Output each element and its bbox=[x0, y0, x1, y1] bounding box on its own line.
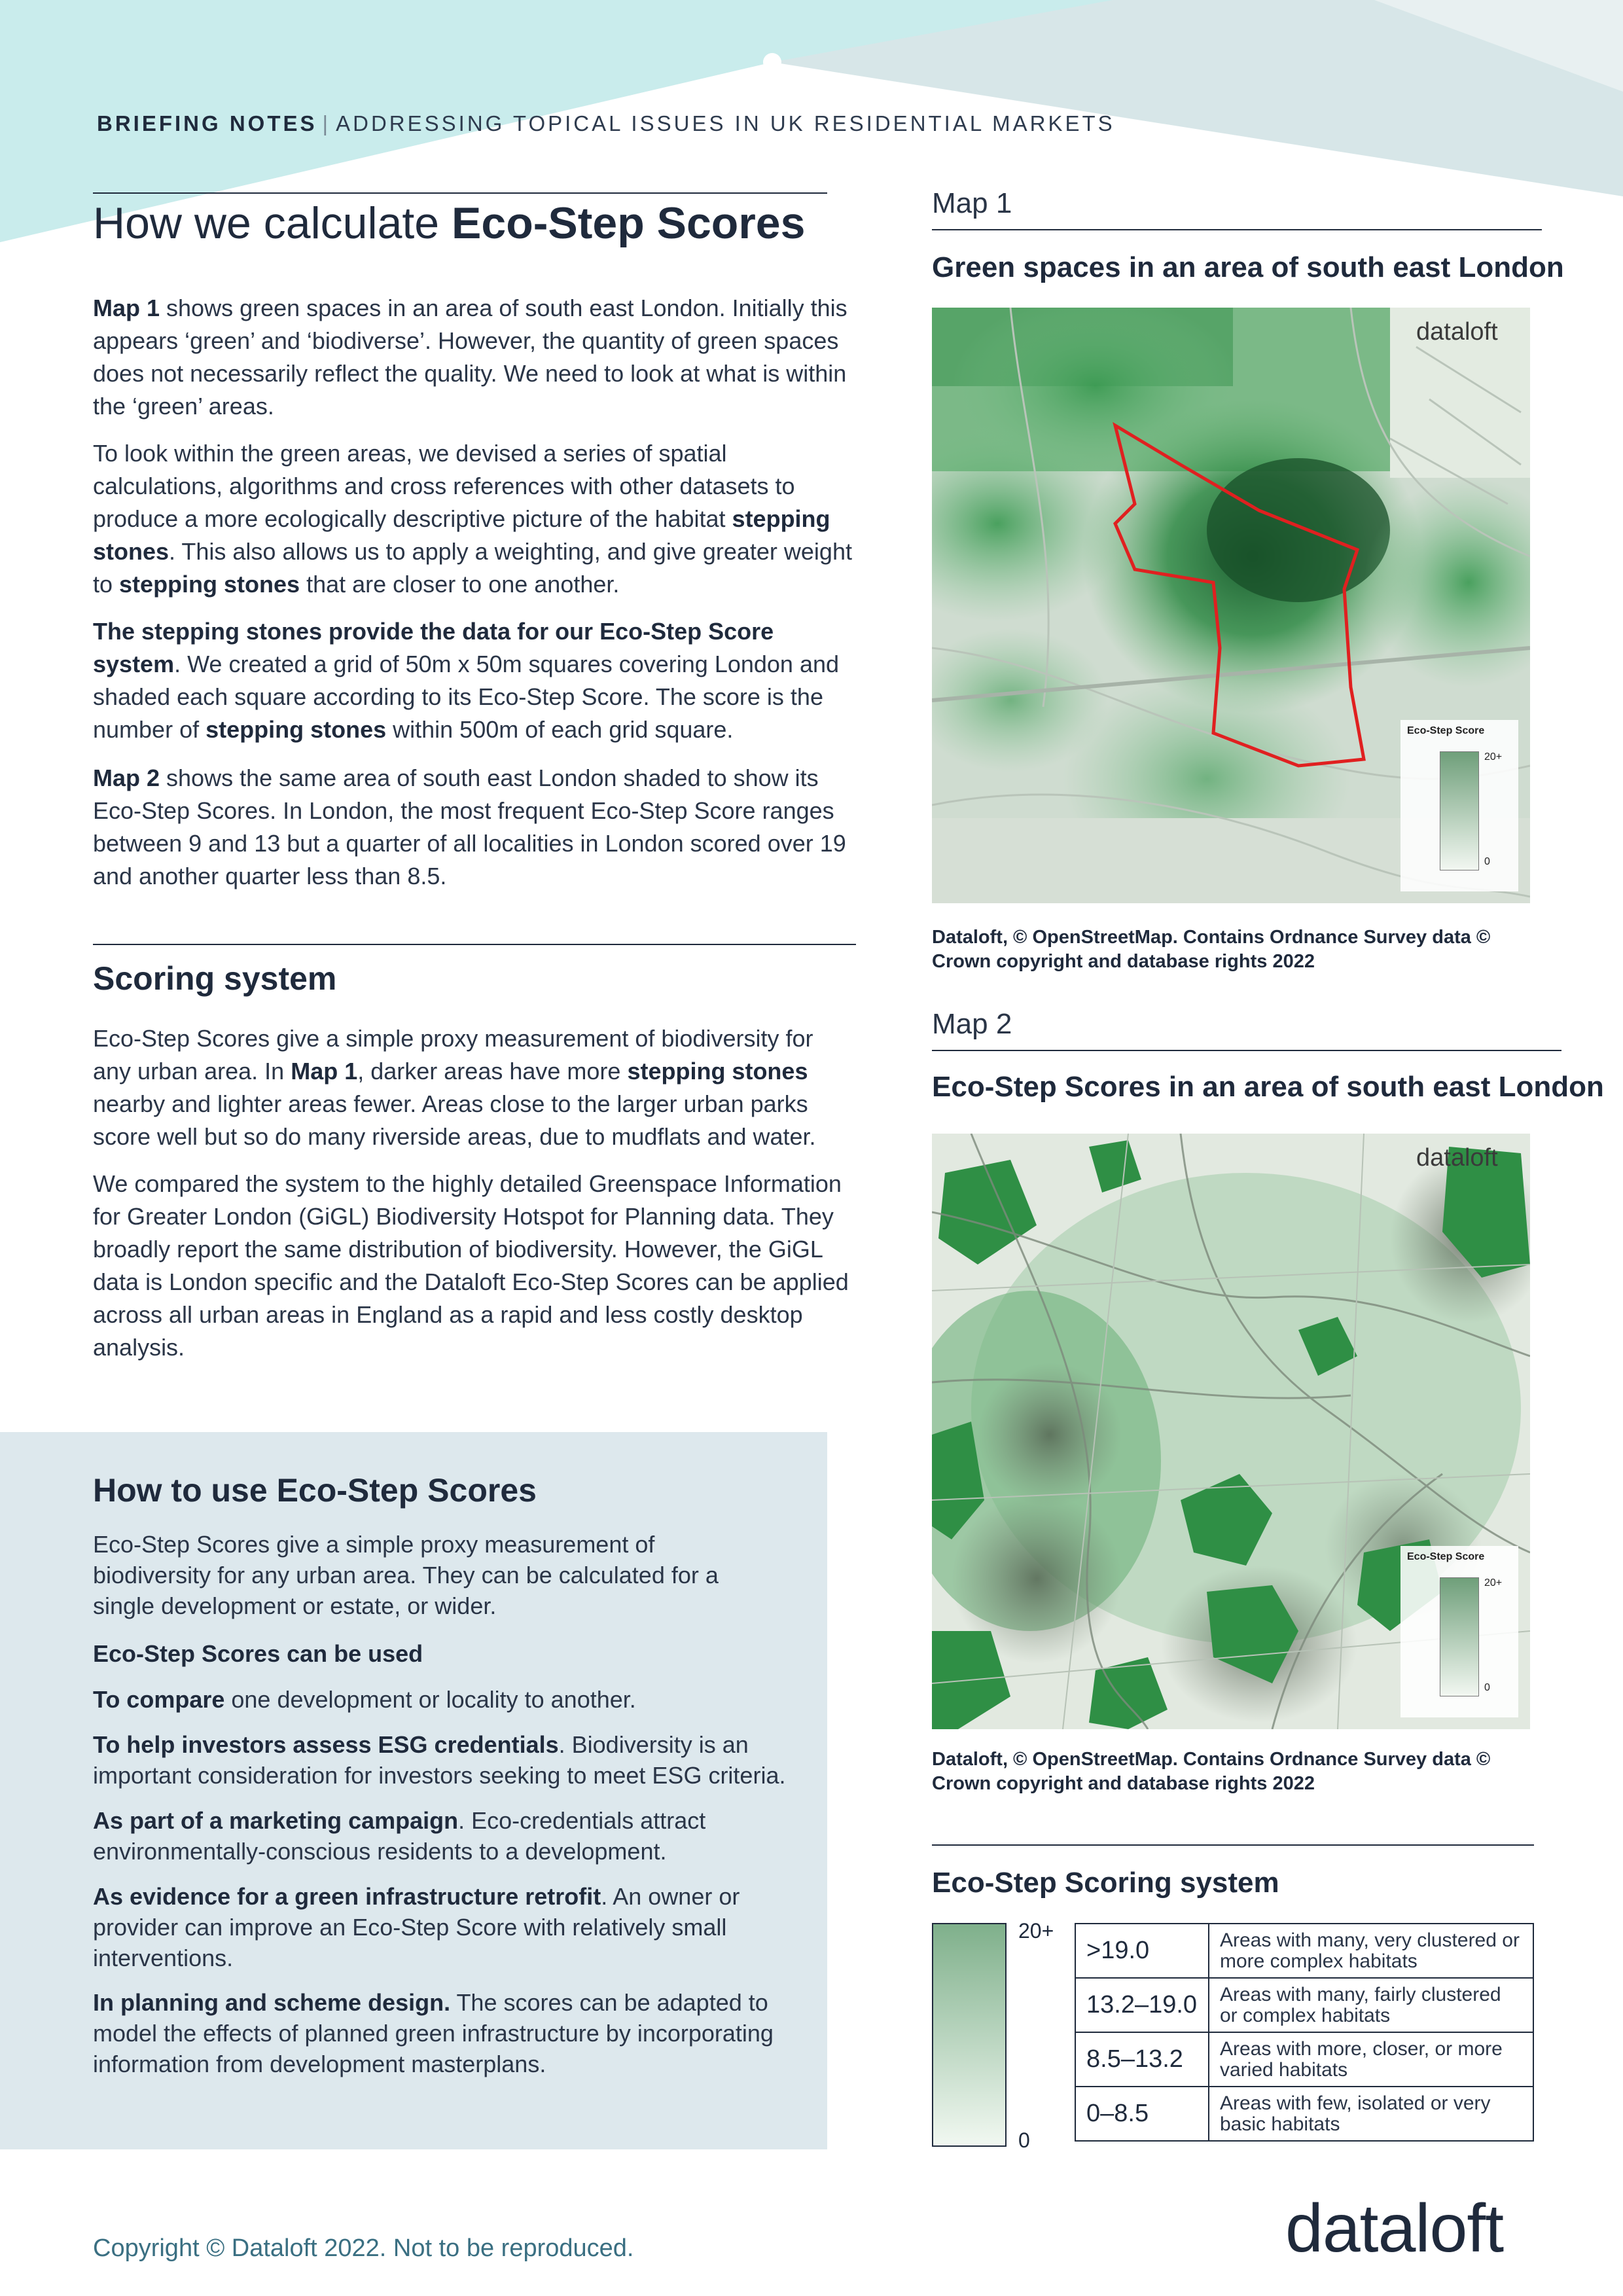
how-to-use-4: As evidence for a green infrastructure retrofit. An owner or provider can improve an Eco-Step Score with relatively small interventions. bbox=[93, 1883, 740, 1971]
table-row bbox=[1075, 2032, 1533, 2087]
how-to-use-2: To help investors assess ESG credentials. Biodiversity is an important consideration for investors seeking to meet ESG criteria. bbox=[93, 1731, 786, 1789]
table-row bbox=[1075, 1924, 1533, 1978]
map1-legend-bar bbox=[1440, 751, 1479, 870]
scoring-rule bbox=[93, 944, 856, 945]
briefing-kicker bbox=[97, 111, 1115, 136]
scoring-scale-low: 0 bbox=[1018, 2128, 1030, 2152]
score-range: 8.5–13.2 bbox=[1075, 2032, 1209, 2087]
scoring-paragraph-1: Eco-Step Scores give a simple proxy measurement of biodiversity for any urban area. In Map 1, darker areas have more stepping stones nearby and lighter areas fewer. Areas close to the larger urban parks score well but so do many riverside areas, due to mudflats and water. bbox=[93, 1025, 816, 1150]
map2-watermark: dataloft bbox=[1416, 1144, 1498, 1172]
score-description: Areas with many, fairly clustered or complex habitats bbox=[1209, 1978, 1533, 2032]
scoring-table bbox=[1075, 1923, 1534, 2142]
dataloft-logo: dataloft bbox=[1285, 2191, 1504, 2267]
scoring-table-rule bbox=[932, 1844, 1534, 1846]
scoring-title: Scoring system bbox=[93, 960, 337, 997]
intro-paragraph-2: To look within the green areas, we devised a series of spatial calculations, algorithms and cross references with other datasets to produce a more ecologically descriptive picture of the habitat stepping stones. This also allows us to apply a weighting, and give greater weight to stepping stones that are closer to one another. bbox=[93, 440, 852, 598]
map2-legend-title: Eco-Step Score bbox=[1407, 1551, 1485, 1562]
page-title: How we calculate Eco-Step Scores bbox=[93, 198, 806, 248]
score-range: 0–8.5 bbox=[1075, 2087, 1209, 2141]
score-description: Areas with more, closer, or more varied habitats bbox=[1209, 2032, 1533, 2087]
scoring-table-title: Eco-Step Scoring system bbox=[932, 1867, 1279, 1899]
map1-title: Green spaces in an area of south east London bbox=[932, 251, 1564, 283]
table-row bbox=[1075, 1978, 1533, 2032]
map1-legend-high: 20+ bbox=[1484, 751, 1503, 762]
scoring-scale-high: 20+ bbox=[1018, 1919, 1054, 1943]
map1-image bbox=[932, 308, 1530, 903]
map1-label: Map 1 bbox=[932, 187, 1012, 219]
how-to-title: How to use Eco-Step Scores bbox=[93, 1472, 537, 1509]
how-to-use-5: In planning and scheme design. The scores can be adapted to model the effects of planned green infrastructure by incorporating information from development masterplans. bbox=[93, 1989, 774, 2077]
kicker-separator: | bbox=[322, 111, 331, 135]
score-range: 13.2–19.0 bbox=[1075, 1978, 1209, 2032]
intro-paragraph-4: Map 2 shows the same area of south east London shaded to show its Eco-Step Scores. In London, the most frequent Eco-Step Score ranges between 9 and 13 but a quarter of all localities in London scored over 19 and another quarter less than 8.5. bbox=[93, 764, 846, 889]
how-to-use-3: As part of a marketing campaign. Eco-credentials attract environmentally-conscious residents to a development. bbox=[93, 1807, 706, 1865]
map1-watermark: dataloft bbox=[1416, 318, 1498, 346]
map2-image bbox=[932, 1134, 1530, 1729]
map2-legend-bar bbox=[1440, 1577, 1479, 1696]
score-description: Areas with few, isolated or very basic habitats bbox=[1209, 2087, 1533, 2141]
map2-legend bbox=[1400, 1546, 1518, 1717]
map2-legend-high: 20+ bbox=[1484, 1577, 1503, 1588]
map2-label: Map 2 bbox=[932, 1008, 1012, 1040]
how-to-intro: Eco-Step Scores give a simple proxy measurement of biodiversity for any urban area. They can be calculated for a single development or estate, or wider. bbox=[93, 1531, 719, 1619]
how-to-use-1: To compare one development or locality to another. bbox=[93, 1686, 636, 1713]
scoring-paragraph-2: We compared the system to the highly detailed Greenspace Information for Greater London (GiGL) Biodiversity Hotspot for Planning data. They broadly report the same distribution of biodiversity. However, the GiGL data is London specific and the Dataloft Eco-Step Scores can be applied across all urban areas in England as a rapid and less costly desktop analysis. bbox=[93, 1170, 849, 1361]
map1-rule bbox=[932, 229, 1542, 230]
kicker-subtitle: ADDRESSING TOPICAL ISSUES IN UK RESIDENTIAL MARKETS bbox=[336, 111, 1115, 135]
map2-caption: Dataloft, © OpenStreetMap. Contains Ordnance Survey data © Crown copyright and database rights 2022 bbox=[932, 1749, 1491, 1794]
table-row bbox=[1075, 2087, 1533, 2141]
how-to-used-heading: Eco-Step Scores can be used bbox=[93, 1640, 423, 1667]
map2-legend-low: 0 bbox=[1484, 1682, 1490, 1693]
intro-rule bbox=[93, 192, 827, 194]
map1-legend bbox=[1400, 720, 1518, 891]
map2-title: Eco-Step Scores in an area of south east London bbox=[932, 1071, 1604, 1103]
intro-paragraph-3: The stepping stones provide the data for our Eco-Step Score system. We created a grid of 50m x 50m squares covering London and shaded each square according to its Eco-Step Score. The score is the number of stepping stones within 500m of each grid square. bbox=[93, 618, 840, 743]
score-range: >19.0 bbox=[1075, 1924, 1209, 1978]
intro-paragraph-1: Map 1 shows green spaces in an area of south east London. Initially this appears ‘green’ and ‘biodiverse’. However, the quantity of green spaces does not necessarily reflect the quality. We need to look at what is within the ‘green’ areas. bbox=[93, 295, 847, 420]
scoring-scale-bar bbox=[932, 1923, 1007, 2147]
map1-legend-title: Eco-Step Score bbox=[1407, 725, 1485, 736]
map2-rule bbox=[932, 1050, 1561, 1051]
map1-caption: Dataloft, © OpenStreetMap. Contains Ordnance Survey data © Crown copyright and database rights 2022 bbox=[932, 927, 1491, 972]
map1-legend-low: 0 bbox=[1484, 856, 1490, 867]
footer-copyright: Copyright © Dataloft 2022. Not to be reproduced. bbox=[93, 2234, 634, 2262]
kicker-bold: BRIEFING NOTES bbox=[97, 111, 317, 135]
score-description: Areas with many, very clustered or more complex habitats bbox=[1209, 1924, 1533, 1978]
